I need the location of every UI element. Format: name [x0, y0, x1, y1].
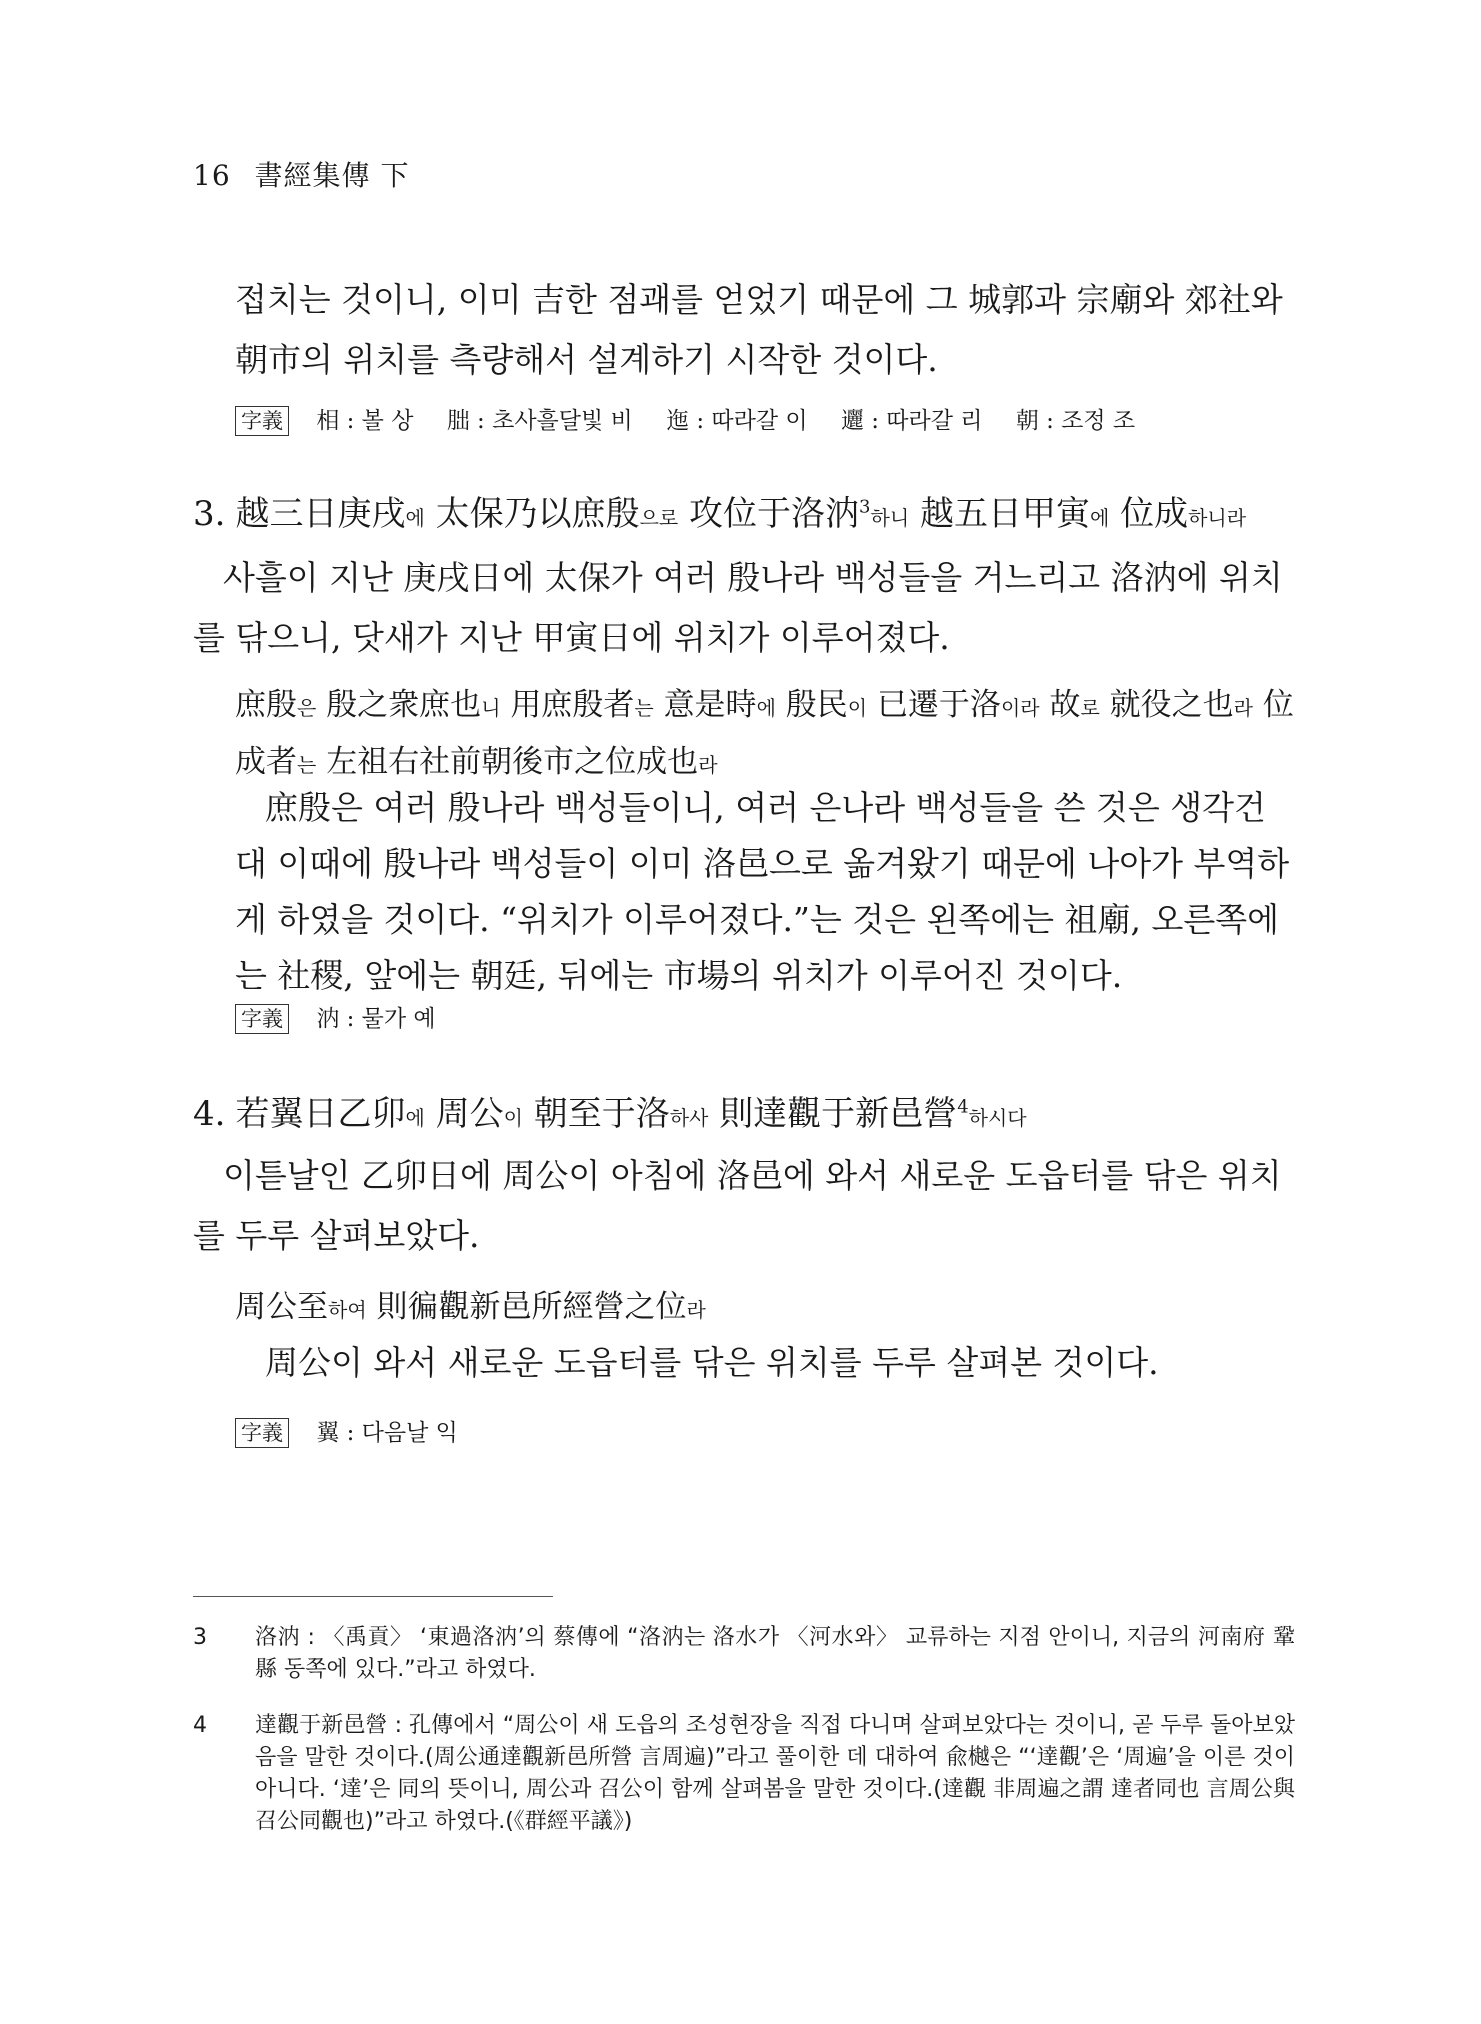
- verse-3-heading: [193, 486, 1246, 535]
- book-title: 書經集傳 下: [254, 159, 410, 192]
- particle: 라: [1233, 696, 1253, 720]
- verse-3-commentary: [235, 678, 1295, 792]
- particle: 으로: [639, 506, 679, 530]
- ziyi-label: 字義: [235, 406, 289, 436]
- particle: 하여: [328, 1298, 367, 1322]
- ziyi-entry: 邐 : 따라갈 리: [840, 408, 983, 434]
- commentary-text: 周公至: [235, 1289, 328, 1325]
- verse-number: 3.: [193, 494, 226, 534]
- commentary-text: 殷民: [785, 687, 848, 723]
- particle: 에: [405, 1106, 425, 1130]
- ziyi-entry: 朏 : 초사흘달빛 비: [446, 408, 633, 434]
- verse-text: 周公: [435, 1094, 504, 1134]
- verse-text: 位成: [1120, 494, 1189, 534]
- commentary-text: 已遷于洛: [876, 687, 1001, 723]
- particle: 이: [847, 696, 868, 720]
- verse-text: 若翼日乙卯: [235, 1094, 406, 1134]
- particle: 하니라: [1188, 506, 1247, 530]
- verse-text: 朝至于洛: [533, 1094, 670, 1134]
- particle: 이: [503, 1106, 523, 1130]
- ziyi-glossary-3: [235, 1414, 484, 1448]
- ziyi-entry: 相 : 볼 상: [316, 408, 414, 434]
- commentary-text: 故: [1049, 687, 1081, 723]
- footnote-ref[interactable]: 4: [957, 1096, 969, 1118]
- ziyi-entry: 翼 : 다음날 익: [316, 1420, 458, 1446]
- commentary-text: 位成者: [235, 687, 1294, 780]
- particle: 는: [634, 696, 654, 720]
- footnote-number: 3: [193, 1625, 207, 1650]
- commentary-text: 庶殷: [235, 687, 297, 723]
- particle: 에: [405, 506, 425, 530]
- particle: 하시다: [968, 1106, 1027, 1130]
- ziyi-glossary-2: [235, 1000, 462, 1034]
- commentary-text: 殷之衆庶也: [326, 687, 482, 723]
- particle: 에: [1089, 506, 1110, 530]
- verse-4-commentary-translation: 周公이 와서 새로운 도읍터를 닦은 위치를 두루 살펴본 것이다.: [265, 1343, 1159, 1382]
- footnote-number: 4: [193, 1713, 207, 1738]
- commentary-text: 就役之也: [1109, 687, 1234, 723]
- particle: 라: [698, 753, 718, 777]
- footnote-text: 洛汭 : 〈禹貢〉 ‘東過洛汭’의 蔡傳에 “洛汭는 洛水가 〈河水와〉 교류하는 지점 안이니, 지금의 河南府 鞏縣 동쪽에 있다.”라고 하였다.: [255, 1625, 1295, 1682]
- ziyi-entry: 汭 : 물가 예: [316, 1006, 436, 1032]
- footnote-text: 達觀于新邑營 : 孔傳에서 “周公이 새 도읍의 조성현장을 직접 다니며 살펴보았다는 것이니, 곧 두루 돌아보았음을 말한 것이다.(周公通達觀新邑所營 言周遍)”라고 풀이한 데 대하여 兪樾은 “‘達觀’은 ‘周遍’을 이른 것이 아니다. ‘達’은 同의 뜻이니, 周公과 召公이 함께 살펴봄을 말한 것이다.(達觀 非周遍之謂 達者同也 言周公與召公同觀也)”라고 하였다.(《群經平議》): [255, 1713, 1295, 1834]
- ziyi-entry: 朝 : 조정 조: [1015, 408, 1136, 434]
- ziyi-label: 字義: [235, 1004, 289, 1034]
- particle: 에: [756, 696, 776, 720]
- ziyi-glossary-1: [235, 402, 1161, 436]
- verse-text: 越五日甲寅: [919, 494, 1090, 534]
- verse-text: 攻位于洛汭: [689, 494, 860, 534]
- footnote-3: [193, 1622, 1295, 1686]
- commentary-text: 則徧觀新邑所經營之位: [376, 1289, 687, 1325]
- particle: 이라: [1000, 696, 1040, 720]
- particle: 로: [1080, 696, 1100, 720]
- verse-4-heading: [193, 1086, 1027, 1135]
- footnote-ref[interactable]: 3: [859, 496, 871, 518]
- page-number: 16: [193, 159, 231, 192]
- particle: 하니: [870, 506, 910, 530]
- verse-4-commentary: [235, 1280, 1295, 1337]
- particle: 은: [297, 696, 317, 720]
- verse-3-translation: 사흘이 지난 庚戌日에 太保가 여러 殷나라 백성들을 거느리고 洛汭에 위치를 닦으니, 닷새가 지난 甲寅日에 위치가 이루어졌다.: [193, 558, 1283, 657]
- verse-text: 越三日庚戌: [235, 494, 406, 534]
- continued-commentary-translation: 접치는 것이니, 이미 吉한 점괘를 얻었기 때문에 그 城郭과 宗廟와 郊社와 朝市의 위치를 측량해서 설계하기 시작한 것이다.: [235, 280, 1283, 379]
- commentary-text: 用庶殷者: [510, 687, 635, 723]
- particle: 라: [686, 1298, 706, 1322]
- verse-text: 則達觀于新邑營: [719, 1094, 958, 1134]
- ziyi-label: 字義: [235, 1418, 289, 1448]
- verse-text: 太保乃以庶殷: [435, 494, 640, 534]
- page-header: [193, 154, 409, 194]
- verse-3-commentary-translation: 庶殷은 여러 殷나라 백성들이니, 여러 은나라 백성들을 쓴 것은 생각건대 이때에 殷나라 백성들이 이미 洛邑으로 옮겨왔기 때문에 나아가 부역하게 하였을 것이다. “위치가 이루어졌다.”는 것은 왼쪽에는 祖廟, 오른쪽에는 社稷, 앞에는 朝廷, 뒤에는 市場의 위치가 이루어진 것이다.: [235, 788, 1290, 995]
- verse-4-translation: 이튿날인 乙卯日에 周公이 아침에 洛邑에 와서 새로운 도읍터를 닦은 위치를 두루 살펴보았다.: [193, 1156, 1282, 1255]
- footnote-divider: [193, 1596, 553, 1597]
- particle: 하사: [669, 1106, 709, 1130]
- commentary-text: 意是時: [663, 687, 757, 723]
- verse-number: 4.: [193, 1094, 226, 1134]
- particle: 는: [297, 753, 317, 777]
- footnote-4: [193, 1710, 1295, 1838]
- commentary-text: 左祖右社前朝後市之位成也: [326, 744, 699, 780]
- ziyi-entry: 迤 : 따라갈 이: [666, 408, 808, 434]
- particle: 니: [481, 696, 501, 720]
